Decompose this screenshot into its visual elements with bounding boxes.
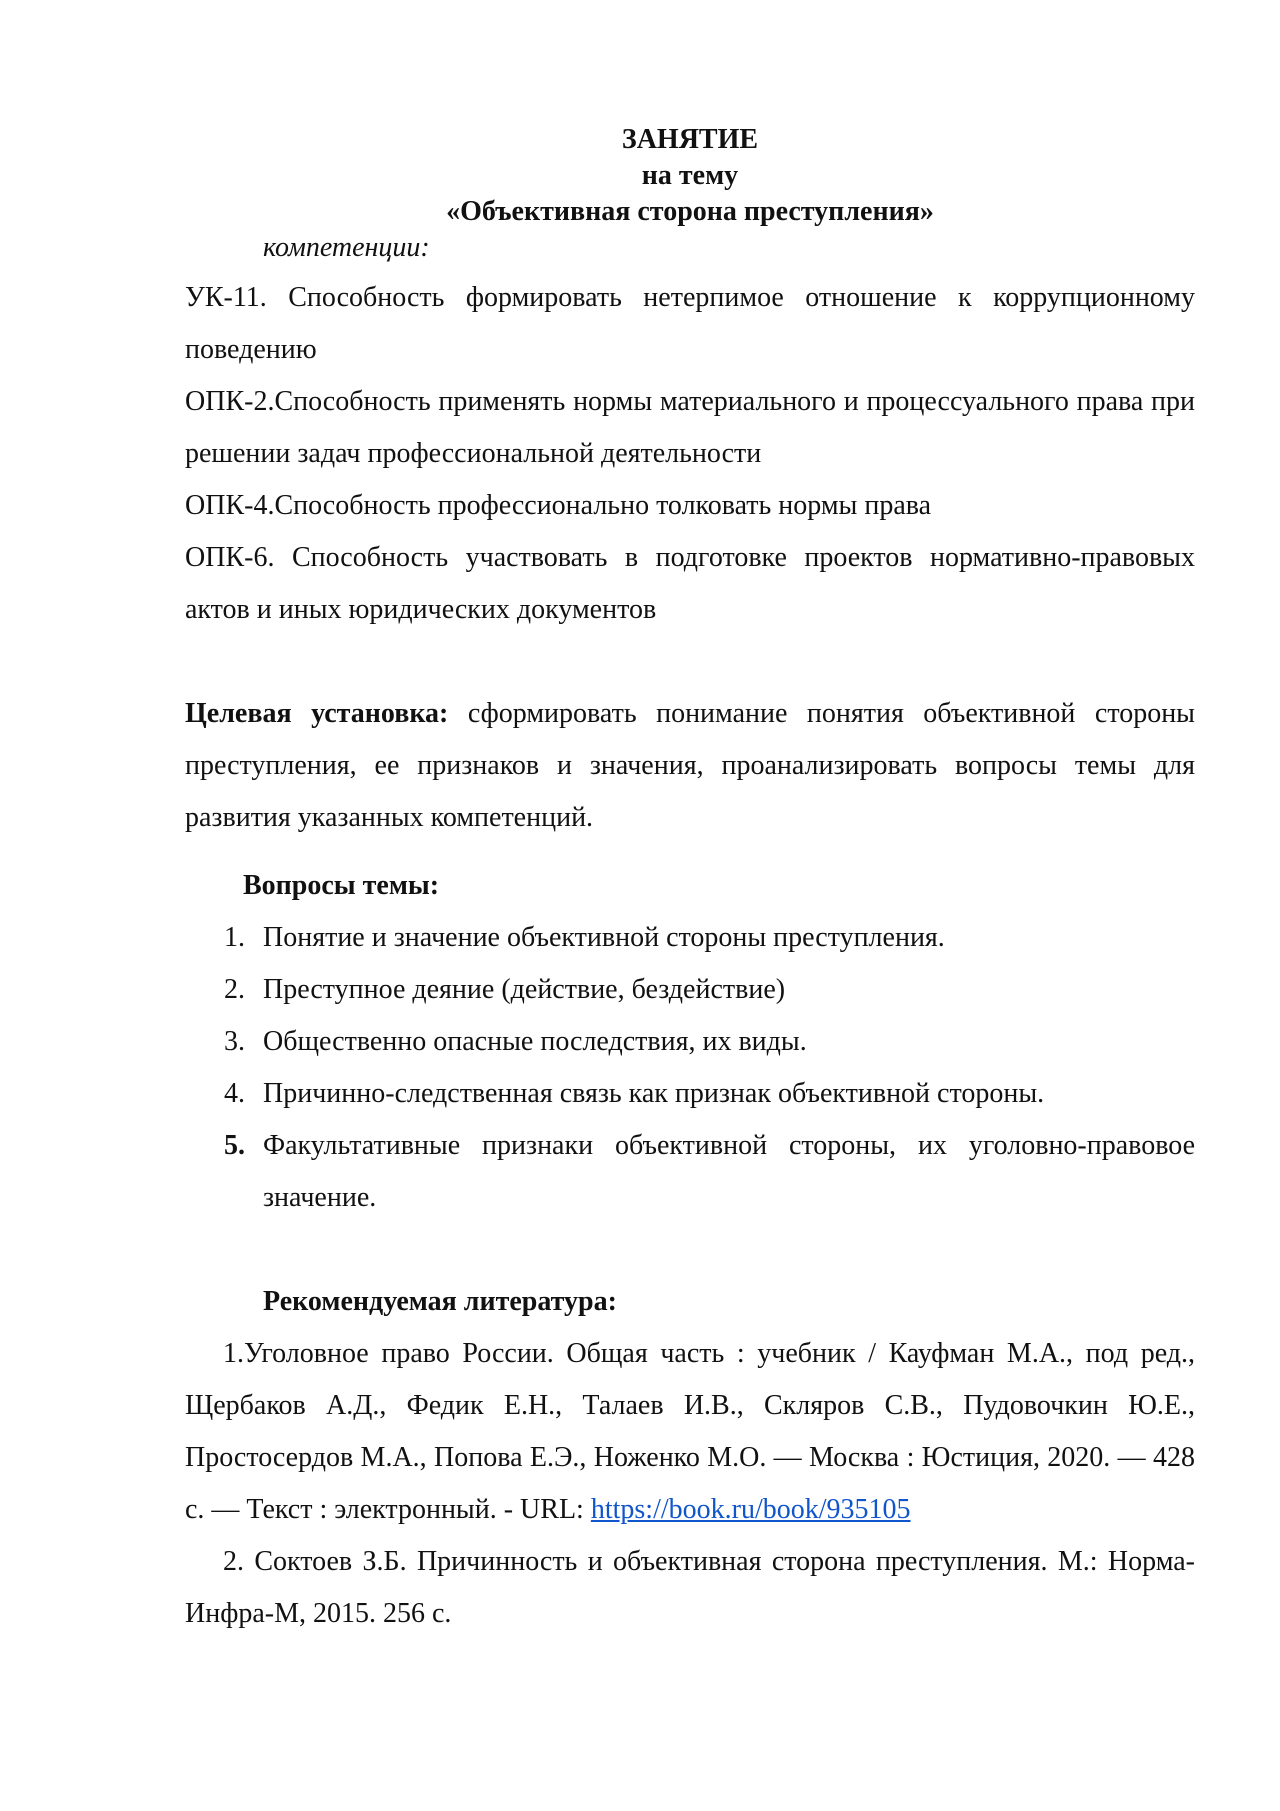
- question-text: Преступное деяние (действие, бездействие): [263, 974, 786, 1005]
- question-number: 2.: [224, 974, 245, 1005]
- question-text: Причинно-следственная связь как признак объективной стороны.: [263, 1078, 1045, 1109]
- goal-text: сформировать понимание понятия объективной стороны преступления, ее признаков и значения, проанализировать вопросы темы для развития указанных компетенций.: [185, 698, 1195, 833]
- goal-label: Целевая установка:: [185, 698, 449, 729]
- question-text: Общественно опасные последствия, их виды.: [263, 1026, 807, 1057]
- question-item: [185, 1120, 1195, 1224]
- question-text: Понятие и значение объективной стороны преступления.: [263, 922, 945, 953]
- question-item: [185, 964, 1195, 1016]
- competence-item: ОПК-6. Способность участвовать в подготовке проектов нормативно-правовых актов и иных юридических документов: [185, 542, 1195, 625]
- question-number: 4.: [224, 1078, 245, 1109]
- literature-item: 2. Соктоев З.Б. Причинность и объективная сторона преступления. М.: Норма-Инфра-М, 2015. 256 с.: [185, 1546, 1195, 1629]
- questions-heading: Вопросы темы:: [243, 870, 440, 901]
- title-block: [185, 122, 1195, 230]
- question-text: Факультативные признаки объективной стороны, их уголовно-правовое значение.: [263, 1130, 1195, 1213]
- question-number: 5.: [224, 1130, 245, 1161]
- literature-item: [185, 1328, 1195, 1536]
- lesson-topic: «Объективная сторона преступления»: [446, 196, 934, 227]
- lesson-title: ЗАНЯТИЕ: [621, 124, 759, 155]
- goal-paragraph: [185, 688, 1195, 844]
- document-content: [185, 122, 1195, 1640]
- question-number: 3.: [224, 1026, 245, 1057]
- competences-list: [185, 272, 1195, 636]
- question-item: [185, 912, 1195, 964]
- question-item: [185, 1068, 1195, 1120]
- competence-item: УК-11. Способность формировать нетерпимое отношение к коррупционному поведению: [185, 282, 1195, 365]
- competences-label: компетенции:: [263, 232, 430, 263]
- competence-item: ОПК-4.Способность профессионально толковать нормы права: [185, 490, 932, 521]
- questions-list: [185, 912, 1195, 1224]
- literature-list: [185, 1328, 1195, 1640]
- lesson-subtitle: на тему: [641, 160, 739, 191]
- literature-heading: Рекомендуемая литература:: [263, 1286, 617, 1317]
- literature-link[interactable]: https://book.ru/book/935105: [590, 1494, 911, 1525]
- competence-item: ОПК-2.Способность применять нормы материального и процессуального права при решении задач профессиональной деятельности: [185, 386, 1195, 469]
- question-number: 1.: [224, 922, 245, 953]
- question-item: [185, 1016, 1195, 1068]
- literature-item-text: 1.Уголовное право России. Общая часть : учебник / Кауфман М.А., под ред., Щербаков А.Д., Федик Е.Н., Талаев И.В., Скляров С.В., Пудовочкин Ю.Е., Простосердов М.А., Попова Е.Э., Ноженко М.О. — Москва : Юстиция, 2020. — 428 с. — Текст : электронный. - URL:: [185, 1338, 1195, 1525]
